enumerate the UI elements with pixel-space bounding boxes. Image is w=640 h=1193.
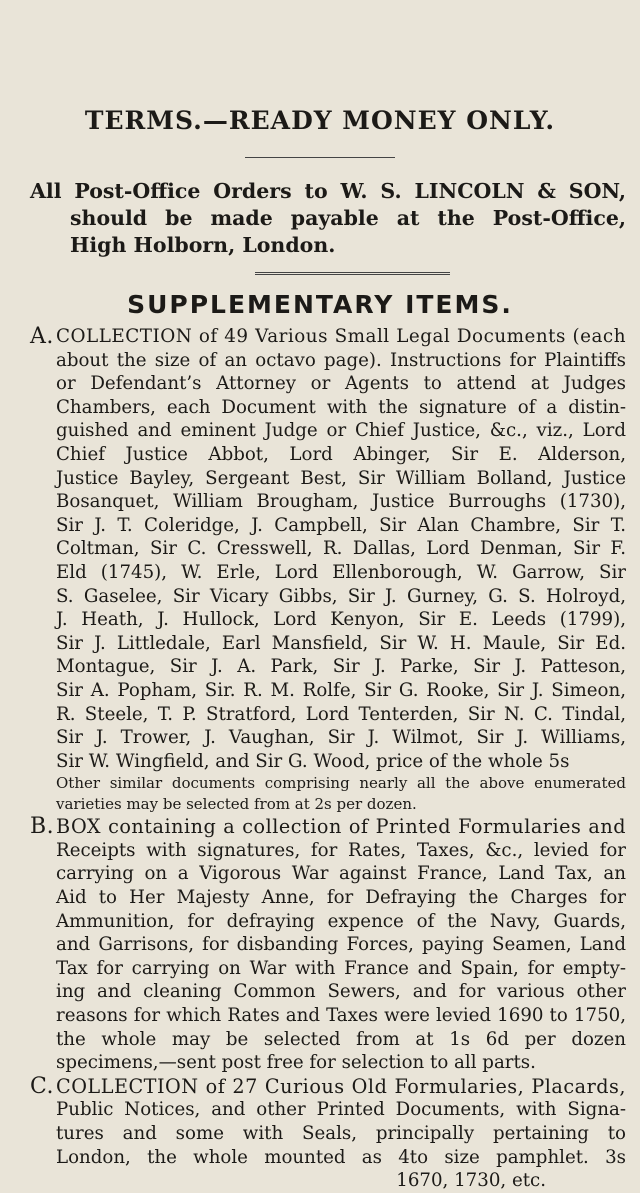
items-list (30, 325, 626, 1193)
item-line: Tax for carrying on War with France and Spain, for empty- (56, 957, 626, 979)
item-line: London, the whole mounted as 4to size pamphlet. 3s (56, 1146, 626, 1168)
item-line: and Garrisons, for disbanding Forces, paying Seamen, Land (56, 934, 626, 956)
notice-line: High Holborn, London. (70, 233, 336, 257)
section-title: SUPPLEMENTARY ITEMS. (127, 290, 513, 319)
item-line: Montague, Sir J. A. Park, Sir J. Parke, Sir J. Patteson, (56, 656, 626, 678)
item-letter: C. (30, 1073, 55, 1099)
terms-heading: TERMS.—READY MONEY ONLY. (84, 106, 556, 135)
item-line: R. Steele, T. P. Stratford, Lord Tenterden, Sir N. C. Tindal, (56, 703, 626, 725)
item-line: Chief Justice Abbot, Lord Abinger, Sir E. Alderson, (56, 443, 626, 465)
list-item (30, 325, 626, 815)
item-line: tures and some with Seals, principally pertaining to (56, 1123, 626, 1144)
item-line: Sir J. Littledale, Earl Mansfield, Sir W. H. Maule, Sir Ed. (56, 632, 626, 654)
item-line: reasons for which Rates and Taxes were levied 1690 to 1750, (56, 1005, 626, 1027)
item-line: guished and eminent Judge or Chief Justice, &c., viz., Lord (56, 420, 626, 442)
list-item (30, 1075, 626, 1193)
item-line: Eld (1745), W. Erle, Lord Ellenborough, W. Garrow, Sir (56, 561, 626, 583)
item-line: Ammunition, for defraying expence of the Navy, Guards, (56, 910, 626, 932)
item-line: COLLECTION of 49 Various Small Legal Documents (each (56, 326, 626, 347)
item-line: Sir A. Popham, Sir. R. M. Rolfe, Sir G. Rooke, Sir J. Simeon, (56, 679, 626, 701)
divider-rule (245, 157, 395, 158)
item-line: ing and cleaning Common Sewers, and for various other (56, 981, 626, 1003)
notice-line: All Post-Office Orders to W. S. LINCOLN & SON, (30, 179, 626, 203)
post-office-notice (30, 178, 626, 259)
item-line: or Defendant’s Attorney or Agents to attend at Judges (56, 373, 626, 395)
item-line: Sir J. T. Coleridge, J. Campbell, Sir Alan Chambre, Sir T. (56, 514, 626, 536)
item-line: S. Gaselee, Sir Vicary Gibbs, Sir J. Gurney, G. S. Holroyd, (56, 585, 626, 607)
item-letter: A. (30, 324, 54, 349)
item-line: Sir J. Trower, J. Vaughan, Sir J. Wilmot, Sir J. Williams, (56, 727, 626, 749)
item-line: Bosanquet, William Brougham, Justice Burroughs (1730), (56, 491, 626, 513)
item-line: 1670, 1730, etc. (396, 1170, 546, 1192)
item-letter: B. (30, 814, 55, 840)
notice-line: should be made payable at the Post-Office, (70, 206, 626, 230)
item-line: Receipts with signatures, for Rates, Taxes, &c., levied for (56, 839, 626, 861)
item-line: about the size of an octavo page). Instructions for Plaintiffs (56, 349, 626, 371)
double-divider-rule (255, 272, 450, 275)
item-line: Coltman, Sir C. Cresswell, R. Dallas, Lord Denman, Sir F. (56, 538, 626, 560)
item-line: Justice Bayley, Sergeant Best, Sir William Bolland, Justice (56, 467, 626, 489)
item-line: the whole may be selected from at 1s 6d per dozen (56, 1028, 626, 1050)
item-line: COLLECTION of 27 Curious Old Formularies, Placards, (56, 1074, 626, 1098)
item-line: Sir W. Wingfield, and Sir G. Wood, price of the whole 5s (56, 750, 570, 772)
item-line: J. Heath, J. Hullock, Lord Kenyon, Sir E. Leeds (1799), (56, 609, 626, 631)
item-line: specimens,—sent post free for selection to all parts. (56, 1052, 536, 1074)
item-line: Public Notices, and other Printed Documents, with Signa- (56, 1099, 626, 1121)
item-line: carrying on a Vigorous War against France, Land Tax, an (56, 863, 626, 885)
item-line: Chambers, each Document with the signature of a distin- (56, 396, 626, 418)
item-line: BOX containing a collection of Printed Formularies and (56, 815, 626, 839)
item-line: Aid to Her Majesty Anne, for Defraying the Charges for (56, 887, 626, 909)
item-note-line: Other similar documents comprising nearly all the above enumerated (56, 774, 626, 793)
item-note-line: varieties may be selected from at 2s per dozen. (56, 795, 417, 814)
list-item (30, 815, 626, 1075)
